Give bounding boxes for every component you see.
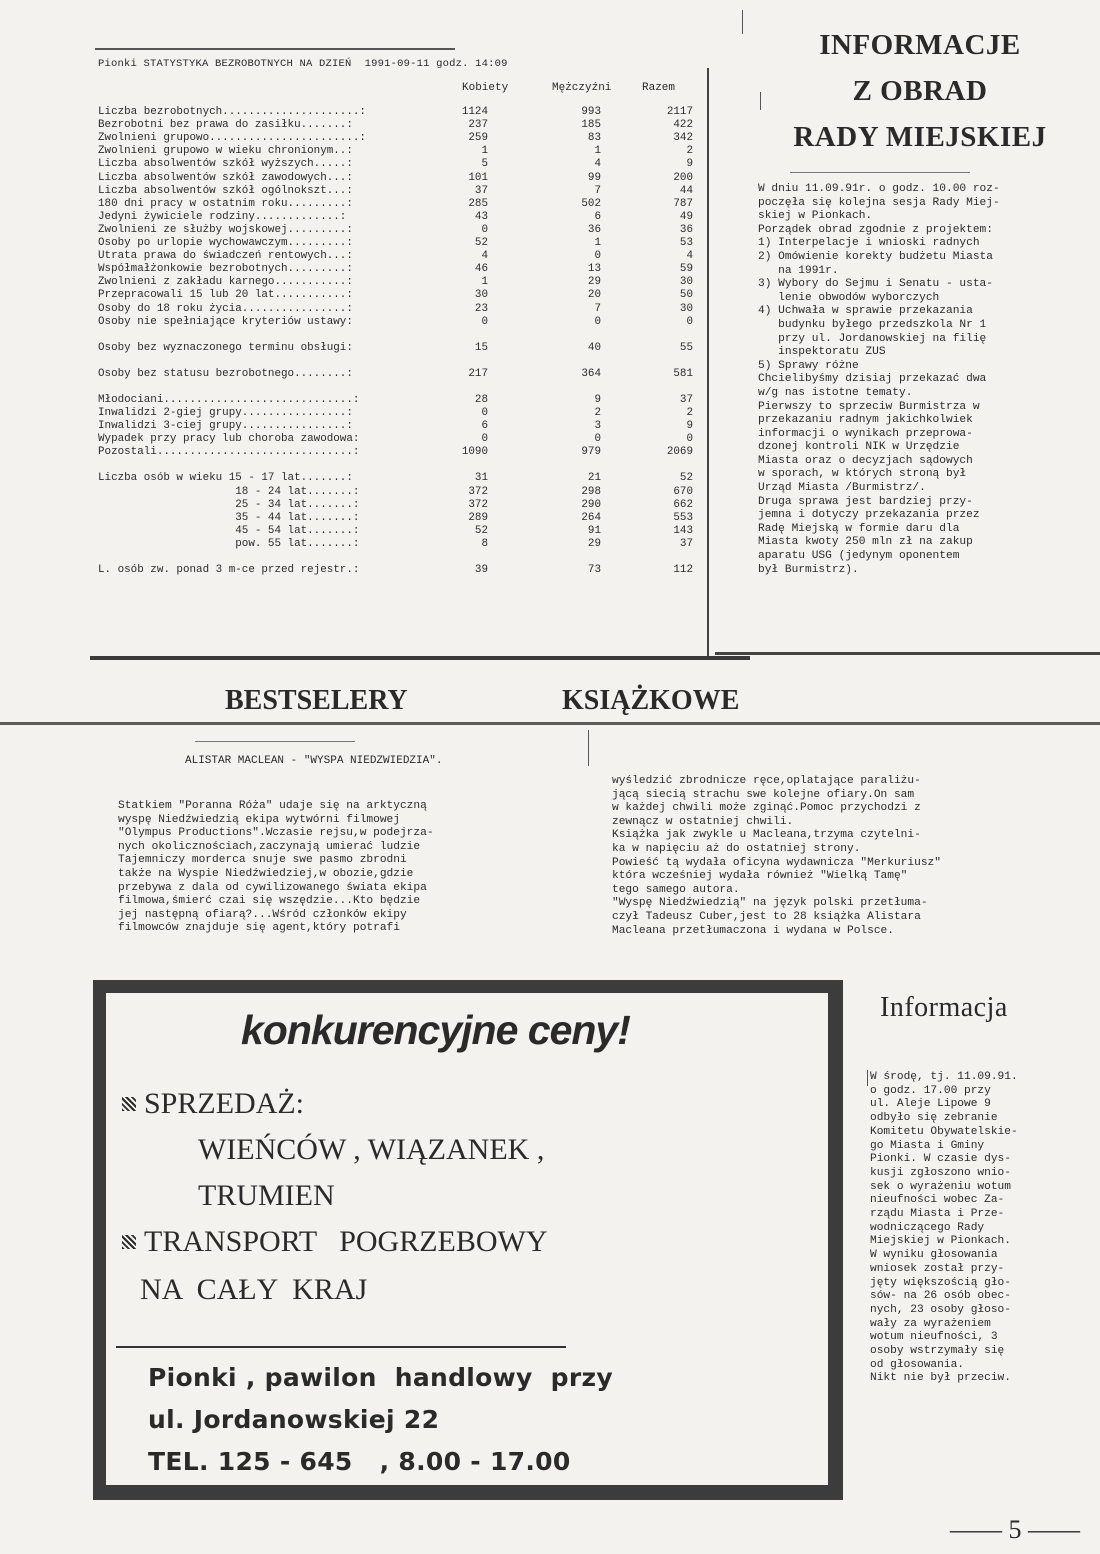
value-men: 993 (581, 106, 601, 118)
ad-phone-hours: TEL. 125 - 645 , 8.00 - 17.00 (148, 1447, 571, 1476)
value-men: 7 (594, 302, 601, 315)
value-total: 143 (673, 524, 693, 537)
column-header-women: Kobiety (462, 82, 509, 94)
row-label: 45 - 54 lat.......: (98, 524, 360, 537)
value-total: 112 (673, 564, 693, 576)
title-overline (195, 741, 355, 742)
bestsellers-heading-left: BESTSELERY (225, 685, 408, 716)
value-total: 59 (679, 263, 693, 276)
row-label: Współmałżonkowie bezrobotnych.........: (98, 263, 353, 276)
value-women: 43 (474, 210, 488, 223)
value-total: 37 (679, 537, 693, 550)
table-right-rule (707, 68, 709, 658)
value-total: 2117 (666, 106, 693, 118)
value-total: 49 (679, 210, 693, 223)
row-label: Liczba absolwentów szkół zawodowych...: (98, 171, 353, 184)
value-women: 8 (481, 537, 488, 550)
value-women: 372 (468, 498, 488, 511)
value-total: 52 (679, 472, 693, 485)
value-men: 7 (594, 184, 601, 197)
column-header-total: Razem (642, 82, 676, 94)
row-label: pow. 55 lat.......: (98, 537, 360, 550)
bestsellers-heading-right: KSIĄŻKOWE (562, 685, 740, 716)
value-men: 502 (581, 197, 601, 210)
value-men: 979 (581, 446, 601, 459)
value-total: 787 (673, 197, 693, 210)
stats-title (98, 58, 508, 70)
value-total: 670 (673, 485, 693, 498)
value-total: 581 (673, 367, 693, 380)
table-bottom-rule (90, 656, 750, 660)
row-label: L. osób zw. ponad 3 m-ce przed rejestr.: (98, 564, 360, 576)
value-total: 53 (679, 237, 693, 249)
value-total: 200 (673, 171, 693, 184)
value-women: 0 (481, 407, 488, 419)
value-women: 31 (474, 472, 488, 485)
value-women: 289 (468, 511, 488, 524)
value-women: 6 (481, 420, 488, 433)
value-total: 37 (679, 393, 693, 406)
value-total: 55 (679, 341, 693, 354)
row-label: 25 - 34 lat.......: (98, 498, 360, 511)
value-women: 39 (474, 564, 488, 576)
value-men: 73 (587, 564, 601, 576)
ad-line-sale (122, 1087, 304, 1121)
value-total: 0 (686, 315, 693, 328)
value-women: 285 (468, 197, 488, 210)
value-total: 9 (686, 420, 693, 433)
value-women: 0 (481, 223, 488, 236)
ad-address: Pionki , pawilon handlowy przy (148, 1363, 613, 1392)
row-label: Przepracowali 15 lub 20 lat...........: (98, 289, 353, 302)
value-women: 1124 (461, 106, 488, 118)
value-men: 36 (587, 223, 601, 236)
value-men: 4 (594, 158, 601, 171)
value-men: 0 (594, 315, 601, 328)
value-women: 30 (474, 289, 488, 302)
info-heading: Informacja (880, 992, 1008, 1023)
value-women: 52 (474, 237, 488, 249)
value-men: 20 (587, 289, 601, 302)
column-separator (867, 1070, 868, 1086)
ad-line-products: WIEŃCÓW , WIĄZANEK , (198, 1133, 545, 1166)
row-label: Liczba absolwentów szkół ogólnokszt...: (98, 184, 353, 197)
funeral-service-advertisement (93, 980, 843, 1500)
column-separator (588, 730, 589, 766)
value-men: 83 (587, 132, 601, 145)
value-women: 5 (481, 158, 488, 171)
value-women: 372 (468, 485, 488, 498)
value-men: 29 (587, 276, 601, 289)
row-label: Jedyni żywiciele rodziny.............: (98, 210, 347, 223)
bullet-icon (122, 1235, 136, 1249)
value-men: 9 (594, 393, 601, 406)
value-men: 0 (594, 433, 601, 446)
bestsellers-rule (0, 722, 1100, 725)
row-label: Osoby bez statusu bezrobotnego........: (98, 367, 353, 380)
value-total: 0 (686, 433, 693, 446)
bullet-icon (122, 1097, 136, 1111)
row-label: Młodociani.............................: (98, 393, 360, 406)
ad-slogan: konkurencyjne ceny! (241, 1007, 630, 1053)
row-label: 35 - 44 lat.......: (98, 511, 360, 524)
value-women: 1090 (461, 446, 488, 459)
ad-line-transport (122, 1225, 548, 1259)
row-label: Zwolnieni grupowo w wieku chronionym..: (98, 145, 353, 158)
stats-title-text: Pionki STATYSTYKA BEZROBOTNYCH NA DZIEŃ (98, 58, 352, 70)
ad-divider (116, 1346, 566, 1348)
value-men: 2 (594, 407, 601, 419)
value-men: 13 (587, 263, 601, 276)
value-total: 30 (679, 302, 693, 315)
value-men: 91 (587, 524, 601, 537)
column-separator (742, 10, 743, 34)
value-women: 101 (468, 171, 488, 184)
value-men: 185 (581, 119, 601, 132)
value-women: 37 (474, 184, 488, 197)
council-heading-line: RADY MIEJSKIEJ (793, 121, 1047, 153)
row-label: Utrata prawa do świadczeń rentowych...: (98, 250, 353, 263)
row-label: 180 dni pracy w ostatnim roku.........: (98, 197, 353, 210)
council-heading-line: Z OBRAD (852, 75, 988, 107)
value-total: 422 (673, 119, 693, 132)
row-label: 18 - 24 lat.......: (98, 485, 360, 498)
row-label: Wypadek przy pracy lub choroba zawodowa: (98, 433, 360, 446)
unemployment-statistics-table (95, 48, 710, 660)
value-men: 298 (581, 485, 601, 498)
value-total: 50 (679, 289, 693, 302)
value-men: 0 (594, 250, 601, 263)
council-heading-line: INFORMACJE (819, 29, 1021, 61)
value-total: 36 (679, 223, 693, 236)
value-women: 46 (474, 263, 488, 276)
value-men: 6 (594, 210, 601, 223)
book-review-left-column: Statkiem "Poranna Róża" udaje się na arktyczną wyspę Niedźwiedzią ekipa wytwórni filmowej "Olympus Productions".Wczasie rejsu,w podejrza- nych okolicznościach,zaczynają umierać ludzie Tajemniczy morderca snuje swe pasmo zbrodni także na Wyspie Niedźwiedziej,w obozie,gdzie przebywa z dala od cywilizowanego świata ekipa filmowa,śmierć czai się wszędzie...Kto będzie jej następną ofiarą?...Wśród członków ekipy filmowców znajduje się agent,który potrafi (118, 800, 434, 935)
value-total: 553 (673, 511, 693, 524)
value-women: 217 (468, 367, 488, 380)
row-label: Inwalidzi 2-giej grupy................: (98, 407, 353, 419)
value-women: 0 (481, 433, 488, 446)
row-label: Liczba absolwentów szkół wyższych.....: (98, 158, 353, 171)
row-label: Inwalidzi 3-ciej grupy................: (98, 420, 353, 433)
row-label: Osoby bez wyznaczonego terminu obsługi: (98, 341, 353, 354)
book-review-right-column: wyśledzić zbrodnicze ręce,oplatające paraliżu- jącą siecią strachu swe kolejne ofiary.On sam w każdej chwili może zginąć.Pomoc przychodzi z zewnącz w ostatniej chwili. Książka jak zwykle u Macleana,trzyma czytelni- ka w napięciu aż do ostatniej strony. Powieść tą wydała oficyna wydawnicza "Merkuriusz" która wcześniej wydała również "Wielką Tamę" tego samego autora. "Wyspę Niedźwiedzią" na język polski przetłuma- czył Tadeusz Cuber,jest to 28 książka Alistara Macleana przetłumaczona i wydana w Polsce. (612, 775, 941, 937)
row-label: Osoby nie spełniające kryteriów ustawy: (98, 315, 353, 328)
value-women: 259 (468, 132, 488, 145)
row-label: Zwolnieni grupowo.......................: (98, 132, 366, 145)
bestsellers-heading (225, 685, 795, 725)
value-men: 290 (581, 498, 601, 511)
ad-inner-frame (105, 992, 829, 1486)
value-women: 28 (474, 393, 488, 406)
row-label: Pozostali..............................: (98, 446, 360, 459)
page-number: —— 5 —— (950, 1515, 1080, 1544)
value-women: 15 (474, 341, 488, 354)
heading-underline (790, 172, 970, 173)
council-article-text: W dniu 11.09.91r. o godz. 10.00 roz- poczęła się kolejna sesja Rady Miej- skiej w Pionkach. Porządek obrad zgodnie z projektem: 1) Interpelacje i wnioski radnych 2) Omówienie korekty budżetu Miasta na 1991r. 3) Wybory do Sejmu i Senatu - usta- lenie obwodów wyborczych 4) Uchwała w sprawie przekazania budynku byłego przedszkola Nr 1 przy ul. Jordanowskiej na filię inspektoratu ZUS 5) Sprawy różne Chcielibyśmy dzisiaj przekazać dwa w/g nas istotne tematy. Pierwszy to sprzeciw Burmistrza w przekazaniu radnym jakichkolwiek informacji o wynikach przeprowa- dzonej kontroli NIK w Urzędzie Miasta oraz o decyzjach sądowych w sporach, w których stroną był Urząd Miasta /Burmistrz/. Druga sprawa jest bardziej przy- jemna i dotyczy przekazania przez Radę Miejską w formie daru dla Miasta kwoty 250 mln zł na zakup aparatu USG (jedynym oponentem był Burmistrz). (758, 183, 1000, 576)
value-women: 0 (481, 315, 488, 328)
value-men: 264 (581, 511, 601, 524)
value-men: 21 (587, 472, 601, 485)
ad-street: ul. Jordanowskiej 22 (148, 1405, 440, 1434)
value-women: 52 (474, 524, 488, 537)
row-label: Zwolnieni ze służby wojskowej.........: (98, 223, 353, 236)
stats-datetime: 1991-09-11 godz. 14:09 (364, 58, 508, 70)
table-top-rule (95, 48, 455, 50)
row-label: Bezrobotni bez prawa do zasiłku.......: (98, 119, 353, 132)
ad-line-coffins: TRUMIEN (198, 1179, 335, 1212)
value-total: 9 (686, 158, 693, 171)
ad-line-nationwide: NA CAŁY KRAJ (140, 1273, 368, 1306)
ad-line-sale-text: SPRZEDAŻ: (144, 1087, 305, 1120)
column-header-men: Mężczyźni (552, 82, 612, 94)
value-men: 29 (587, 537, 601, 550)
value-women: 23 (474, 302, 488, 315)
value-men: 40 (587, 341, 601, 354)
value-total: 2 (686, 145, 693, 158)
value-men: 1 (594, 237, 601, 249)
value-men: 99 (587, 171, 601, 184)
value-total: 4 (686, 250, 693, 263)
value-men: 3 (594, 420, 601, 433)
value-men: 1 (594, 145, 601, 158)
value-total: 662 (673, 498, 693, 511)
row-label: Osoby do 18 roku życia................: (98, 302, 353, 315)
value-total: 2069 (666, 446, 693, 459)
value-women: 1 (481, 276, 488, 289)
row-label: Osoby po urlopie wychowawczym.........: (98, 237, 353, 249)
value-women: 237 (468, 119, 488, 132)
info-article-text: W środę, tj. 11.09.91. o godz. 17.00 przy ul. Aleje Lipowe 9 odbyło się zebranie Komitetu Obywatelskie- go Miasta i Gminy Pionki. W czasie dys- kusji zgłoszono wnio- sek o wyrażeniu wotum nieufności wobec Za- rządu Miasta i Prze- wodniczącego Rady Miejskiej w Pionkach. W wyniku głosowania wniosek został przy- jęty większością gło- sów- na 26 osób obec- nych, 23 osoby głoso- wały za wyrażeniem wotum nieufności, 3 osoby wstrzymały się od głosowania. Nikt nie był przeciw. (870, 1071, 1018, 1385)
value-women: 4 (481, 250, 488, 263)
row-label: Liczba osób w wieku 15 - 17 lat.......: (98, 472, 353, 485)
value-women: 1 (481, 145, 488, 158)
value-total: 30 (679, 276, 693, 289)
row-label: Liczba bezrobotnych.....................: (98, 106, 366, 118)
row-label: Zwolnieni z zakładu karnego...........: (98, 276, 353, 289)
value-total: 44 (679, 184, 693, 197)
value-total: 2 (686, 407, 693, 419)
ad-line-transport-text: TRANSPORT POGRZEBOWY (144, 1225, 548, 1258)
book-title: ALISTAR MACLEAN - "WYSPA NIEDZWIEDZIA". (185, 755, 443, 767)
section-rule (715, 652, 1100, 655)
value-total: 342 (673, 132, 693, 145)
value-men: 364 (581, 367, 601, 380)
council-heading (755, 22, 1085, 160)
